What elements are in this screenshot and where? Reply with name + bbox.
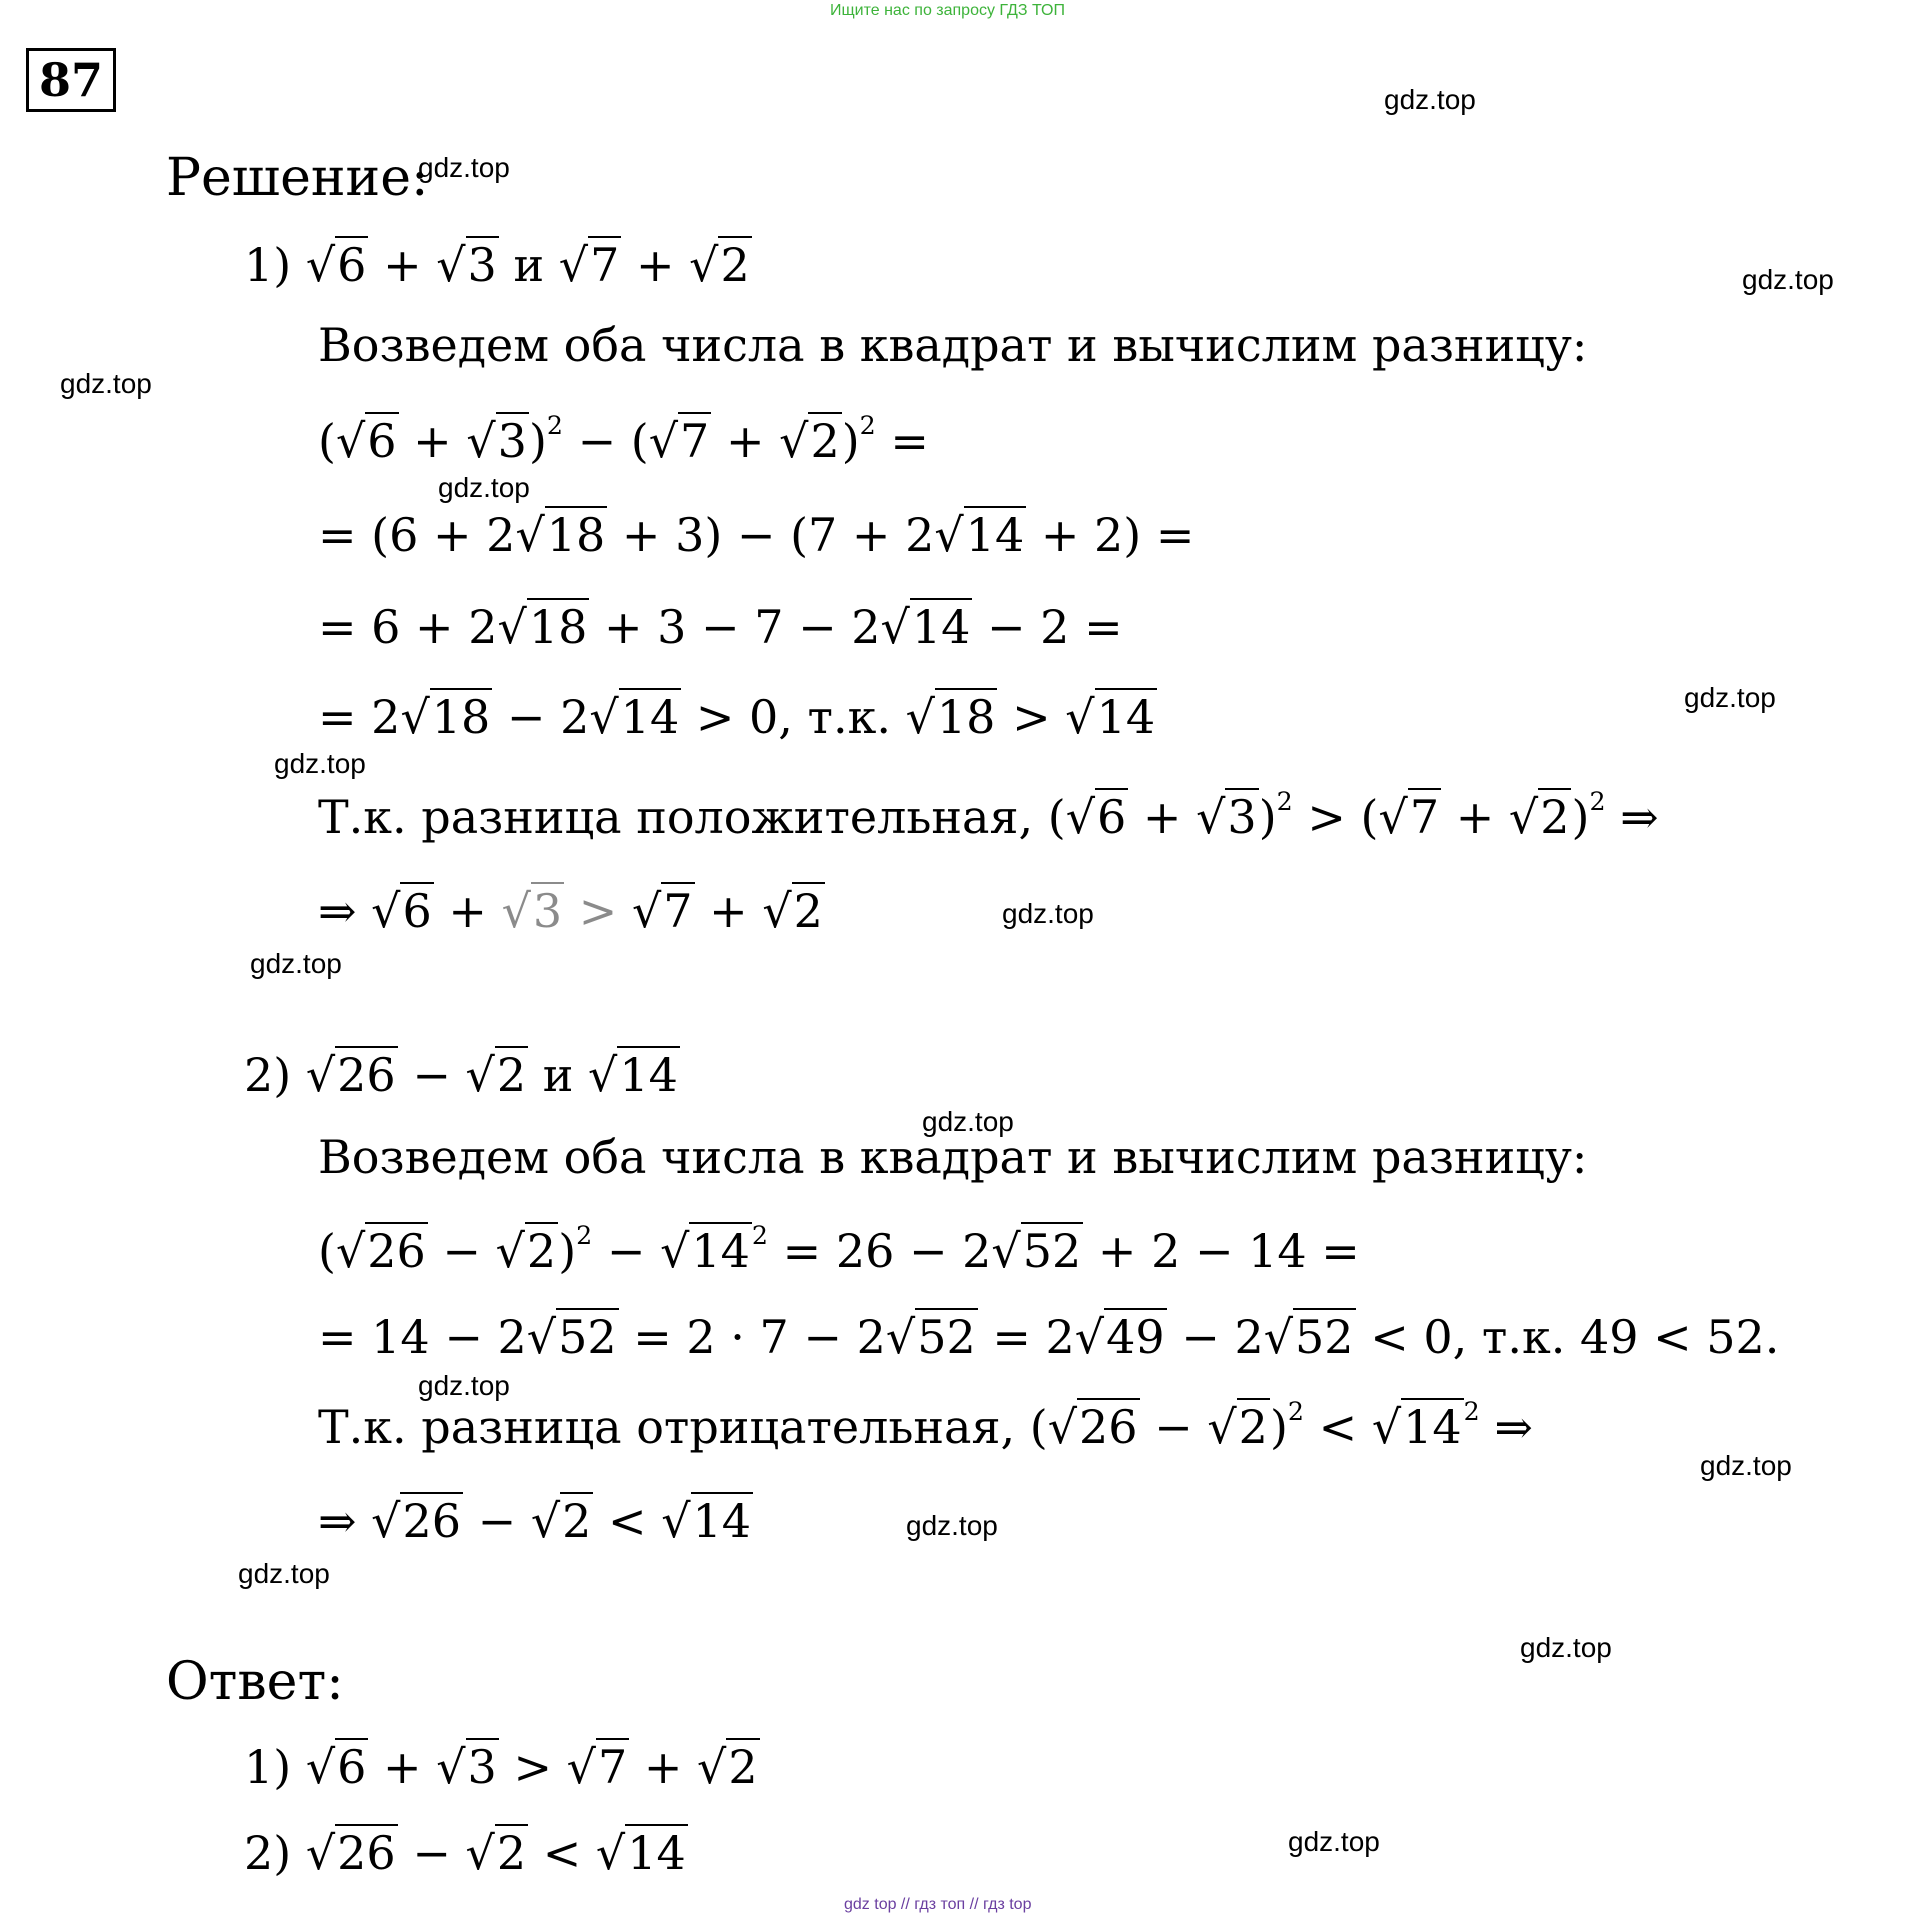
- watermark: gdz.top: [922, 1106, 1014, 1137]
- watermark: gdz.top: [1288, 1826, 1380, 1857]
- task2-conclusion: Т.к. разница отрицательная, $(√26 - √2)^2 < √14^2$ ⇒: [318, 1397, 1533, 1454]
- sqrt-6: √6: [305, 238, 367, 292]
- task1-instruction: Возведем оба числа в квадрат и вычислим разницу:: [318, 318, 1588, 372]
- watermark: gdz.top: [1002, 898, 1094, 929]
- footer-text: gdz top // гдз топ // гдз top: [844, 1896, 1032, 1913]
- solution-heading: Решение:: [166, 148, 429, 208]
- promo-text: Ищите нас по запросу ГДЗ ТОП: [830, 2, 1065, 19]
- watermark: gdz.top: [438, 472, 530, 503]
- watermark: gdz.top: [1384, 84, 1476, 115]
- answer-2: 2) √26 − √2 < √14: [244, 1826, 686, 1880]
- task1-line2: = (6 + 2√18 + 3) − (7 + 2√14 + 2) =: [318, 508, 1195, 562]
- task2-statement: 2) √26 − √2 и √14: [244, 1048, 678, 1102]
- task1-result: ⇒ √6 + √3 > √7 + √2: [318, 884, 823, 938]
- task1-line1: $(√6 + √3)^2 - (√7 + √2)^2$ =: [318, 411, 929, 468]
- task-number-badge: 87: [26, 48, 116, 112]
- answer-heading: Ответ:: [166, 1652, 344, 1712]
- task1-statement: 1) √6 + √3 и √7 + √2: [244, 238, 750, 292]
- watermark: gdz.top: [1520, 1632, 1612, 1663]
- task2-result: ⇒ √26 − √2 < √14: [318, 1494, 752, 1548]
- watermark: gdz.top: [250, 948, 342, 979]
- sqrt-2: √2: [689, 238, 750, 292]
- watermark: gdz.top: [1684, 682, 1776, 713]
- answer-1: 1) √6 + √3 > √7 + √2: [244, 1740, 758, 1794]
- task2-instruction: Возведем оба числа в квадрат и вычислим разницу:: [318, 1130, 1588, 1184]
- watermark: gdz.top: [1742, 264, 1834, 295]
- watermark: gdz.top: [238, 1558, 330, 1589]
- watermark: gdz.top: [274, 748, 366, 779]
- watermark: gdz.top: [906, 1510, 998, 1541]
- task1-line4: = 2√18 − 2√14 > 0, т.к. √18 > √14: [318, 690, 1156, 744]
- task2-line2: = 14 − 2√52 = 2 · 7 − 2√52 = 2√49 − 2√52 < 0, т.к. 49 < 52.: [318, 1310, 1780, 1364]
- sqrt-3: √3: [436, 238, 497, 292]
- task2-number: 2): [244, 1048, 292, 1102]
- watermark: gdz.top: [418, 1370, 510, 1401]
- task1-conclusion: Т.к. разница положительная, $(√6 + √3)^2 > (√7 + √2)^2$ ⇒: [318, 787, 1659, 844]
- task1-number: 1): [244, 238, 292, 292]
- watermark: gdz.top: [418, 152, 510, 183]
- watermark: gdz.top: [1700, 1450, 1792, 1481]
- sqrt-7: √7: [558, 238, 620, 292]
- task1-line3: = 6 + 2√18 + 3 − 7 − 2√14 − 2 =: [318, 600, 1123, 654]
- watermark: gdz.top: [60, 368, 152, 399]
- task2-line1: $(√26 - √2)^2 - √14^2 = 26 - 2√52 + 2 - 14$ =: [318, 1221, 1360, 1278]
